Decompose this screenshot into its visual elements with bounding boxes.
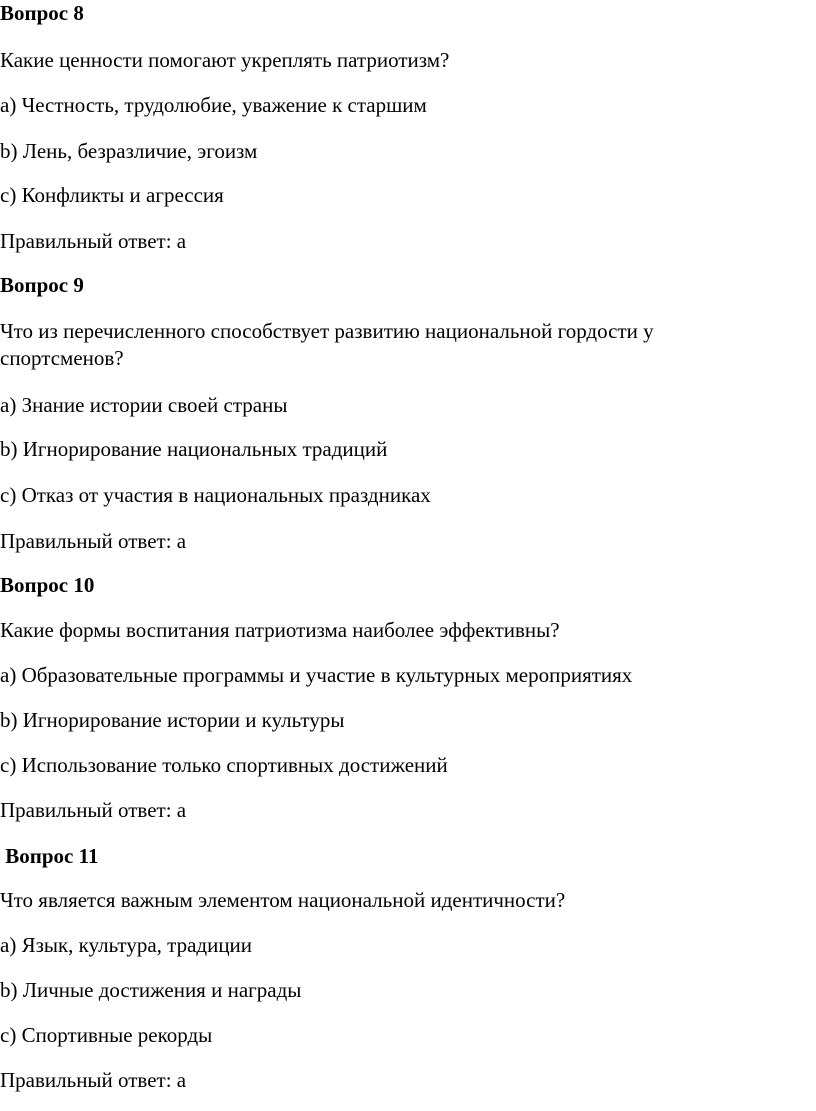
question-10-option-a: a) Образовательные программы и участие в культурных мероприятиях [0, 663, 633, 687]
question-10-answer: Правильный ответ: a [0, 798, 187, 822]
question-10-option-b: b) Игнорирование истории и культуры [0, 708, 345, 732]
question-11-answer: Правильный ответ: a [0, 1068, 187, 1092]
question-11-heading: Вопрос 11 [0, 844, 99, 868]
question-9-heading: Вопрос 9 [0, 273, 84, 297]
question-8-option-a: a) Честность, трудолюбие, уважение к старшим [0, 93, 427, 117]
question-8-answer: Правильный ответ: a [0, 229, 187, 253]
question-9-answer: Правильный ответ: a [0, 529, 187, 553]
question-11-option-a: a) Язык, культура, традиции [0, 933, 253, 957]
question-8-text: Какие ценности помогают укреплять патриотизм? [0, 48, 450, 72]
question-11-option-b: b) Личные достижения и награды [0, 978, 302, 1002]
question-8-heading: Вопрос 8 [0, 1, 84, 25]
question-11-option-c: c) Спортивные рекорды [0, 1023, 213, 1047]
question-9-option-b: b) Игнорирование национальных традиций [0, 437, 388, 461]
question-9-option-c: c) Отказ от участия в национальных праздниках [0, 483, 431, 507]
question-10-text: Какие формы воспитания патриотизма наиболее эффективны? [0, 618, 560, 642]
question-8-option-b: b) Лень, безразличие, эгоизм [0, 139, 258, 163]
question-8-option-c: c) Конфликты и агрессия [0, 183, 224, 207]
question-9-option-a: a) Знание истории своей страны [0, 393, 288, 417]
question-9-text: Что из перечисленного способствует развитию национальной гордости у спортсменов? [0, 319, 654, 370]
question-10-option-c: c) Использование только спортивных достижений [0, 753, 448, 777]
question-11-text: Что является важным элементом национальной идентичности? [0, 888, 566, 912]
question-10-heading: Вопрос 10 [0, 573, 95, 597]
